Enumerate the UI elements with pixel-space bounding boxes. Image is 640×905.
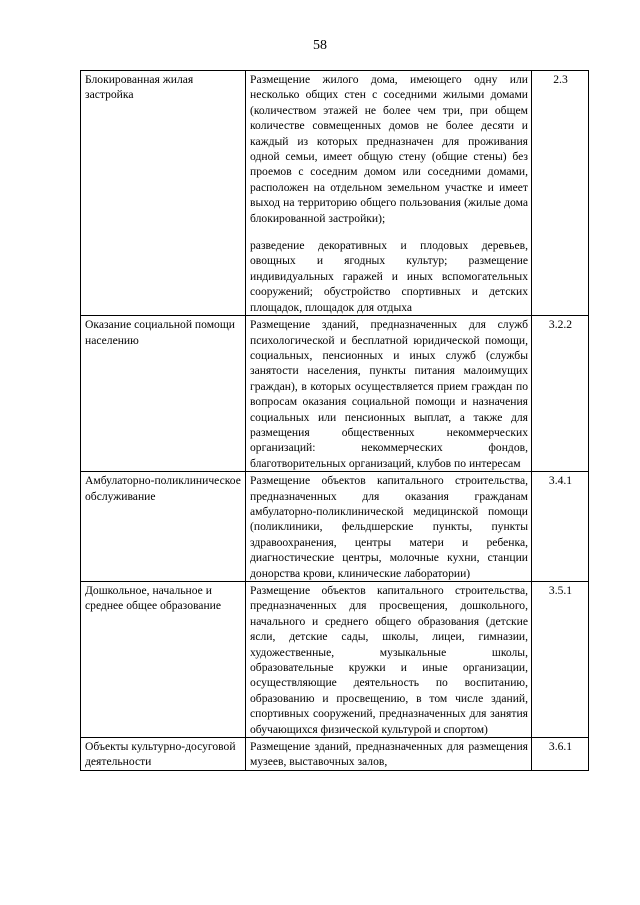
use-type-code: 3.4.1 (532, 472, 589, 582)
description-paragraph: Размещение жилого дома, имеющего одну или несколько общих стен с соседними жилыми домами (количеством этажей не более чем три, при общем количестве совмещенных домов не более десяти и каждый из которых предназначен для проживания одной семьи, имеет общую стену (общие стены) без проемов с соседним домом или соседними домами, расположен на отдельном земельном участке и имеет выход на территорию общего пользования (жилые дома блокированной застройки); (250, 73, 528, 225)
use-type-name: Блокированная жилая застройка (81, 71, 246, 316)
use-type-description (246, 71, 532, 316)
use-type-description (246, 472, 532, 582)
description-paragraph: Размещение объектов капитального строительства, предназначенных для оказания гражданам амбулаторно-поликлинической медицинской помощи (поликлиники, фельдшерские пункты, пункты здравоохранения, центры матери и ребенка, диагностические центры, молочные кухни, станции донорства крови, клинические лаборатории) (250, 474, 528, 580)
use-type-description (246, 582, 532, 738)
table-row (81, 316, 589, 472)
use-type-code: 3.5.1 (532, 582, 589, 738)
description-paragraph: Размещение объектов капитального строительства, предназначенных для просвещения, дошкольного, начального и среднего общего образования (детские ясли, детские сады, школы, лицеи, гимназии, художественные, музыкальные школы, образовательные кружки и иные организации, осуществляющие деятельность по воспитанию, образованию и просвещению, в том числе зданий, спортивных сооружений, предназначенных для занятия обучающихся физической культурой и спортом) (250, 584, 528, 736)
use-type-name: Амбулаторно-поликлиническое обслуживание (81, 472, 246, 582)
table-row (81, 582, 589, 738)
use-type-description (246, 316, 532, 472)
table-row (81, 71, 589, 316)
use-type-name: Оказание социальной помощи населению (81, 316, 246, 472)
use-type-code: 2.3 (532, 71, 589, 316)
use-type-code: 3.6.1 (532, 738, 589, 771)
use-type-name: Дошкольное, начальное и среднее общее образование (81, 582, 246, 738)
land-use-table (80, 70, 589, 771)
use-type-code: 3.2.2 (532, 316, 589, 472)
description-paragraph: разведение декоративных и плодовых деревьев, овощных и ягодных культур; размещение индивидуальных гаражей и иных вспомогательных сооружений; обустройство спортивных и детских площадок, площадок для отдыха (250, 239, 528, 314)
description-paragraph: Размещение зданий, предназначенных для служб психологической и бесплатной юридической помощи, социальных, пенсионных и иных служб (службы занятости населения, пункты питания малоимущих граждан), в которых осуществляется прием граждан по вопросам оказания социальной помощи и назначения социальных или пенсионных выплат, а также для размещения общественных некоммерческих организаций: некоммерческих фондов, благотворительных организаций, клубов по интересам (250, 318, 528, 470)
page-number: 58 (313, 38, 327, 53)
use-type-description (246, 738, 532, 771)
use-type-name: Объекты культурно-досуговой деятельности (81, 738, 246, 771)
table-row (81, 472, 589, 582)
description-paragraph: Размещение зданий, предназначенных для размещения музеев, выставочных залов, (250, 740, 528, 769)
table-row (81, 738, 589, 771)
